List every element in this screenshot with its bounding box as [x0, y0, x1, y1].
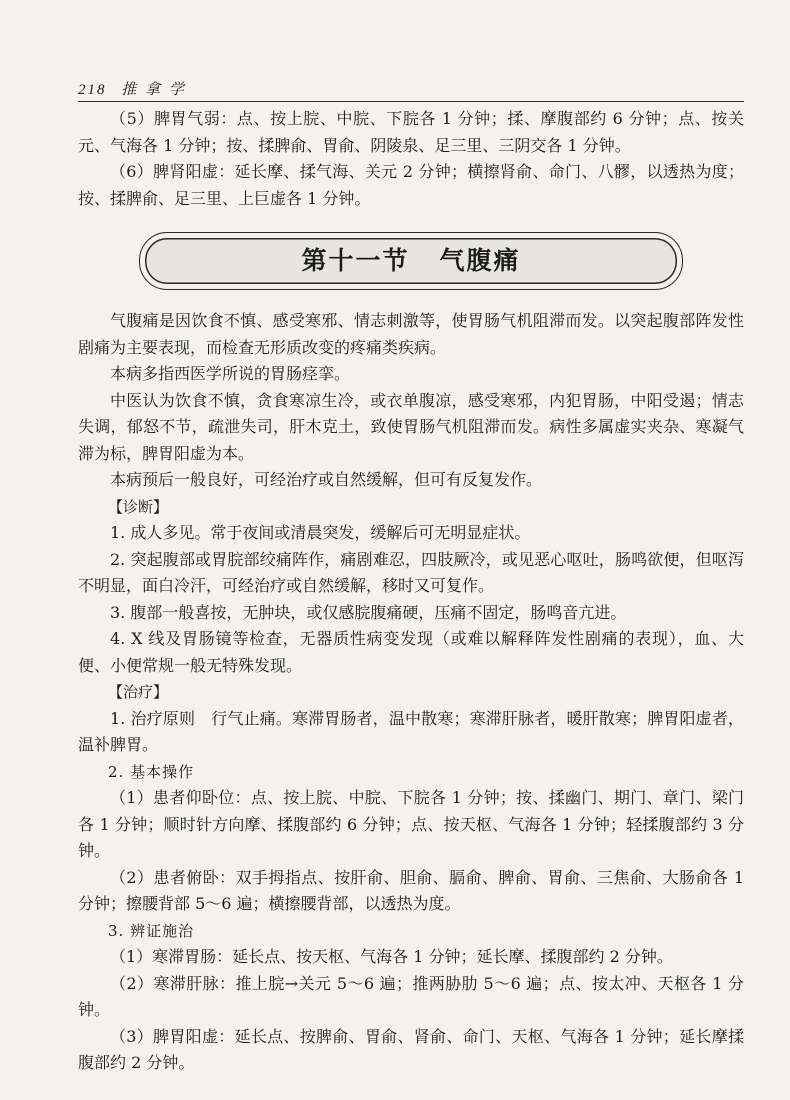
- principle-label: 1. 治疗原则: [110, 708, 196, 728]
- basic-operation-item: （2）患者俯卧：双手拇指点、按肝俞、胆俞、膈俞、脾俞、胃俞、三焦俞、大肠俞各 1 分钟；擦腰背部 5～6 遍；横擦腰背部，以透热为度。: [78, 867, 744, 913]
- diagnosis-item: 4. X 线及胃肠镜等检查，无器质性病变发现（或难以解释阵发性剧痛的表现），血、大便、小便常规一般无特殊发现。: [78, 629, 744, 675]
- section-number: 第十一节: [301, 245, 410, 275]
- paragraph-spleen-kidney-yang: （6）脾肾阳虚：延长摩、揉气海、关元 2 分钟；横擦肾俞、命门、八髎，以透热为度；按、揉脾俞、足三里、上巨虚各 1 分钟。: [78, 162, 744, 208]
- diagnosis-item: 1. 成人多见。常于夜间或清晨突发，缓解后可无明显症状。: [110, 523, 531, 542]
- diagnosis-item: 3. 腹部一般喜按，无肿块，或仅感脘腹痛硬，压痛不固定，肠鸣音亢进。: [110, 602, 627, 622]
- paragraph-spleen-stomach-weak: （5）脾胃气弱：点、按上脘、中脘、下脘各 1 分钟；揉、摩腹部约 6 分钟；点、按关元、气海各 1 分钟；按、揉脾俞、胃俞、阴陵泉、足三里、三阴交各 1 分钟。: [78, 109, 744, 155]
- intro-paragraph: 中医认为饮食不慎，贪食寒凉生冷，或衣单腹凉，感受寒邪，内犯胃肠，中阳受遏；情志失调，郁怒不节，疏泄失司，肝木克土，致使胃肠气机阻滞而发。病性多属虚实夹杂、寒凝气滞为标，脾胃阳虚为本。: [78, 390, 744, 463]
- diagnosis-item: 2. 突起腹部或胃脘部绞痛阵作，痛剧难忍，四肢厥冷，或见恶心呕吐，肠鸣欲便，但呕泻不明显，面白冷汗，可经治疗或自然缓解，移时又可复作。: [78, 549, 744, 595]
- section-name: 气腹痛: [439, 245, 521, 275]
- section-title-box: [139, 232, 683, 290]
- diagnosis-heading: 【诊断】: [108, 497, 169, 516]
- header-rule: [78, 101, 744, 102]
- running-head: [78, 78, 186, 99]
- treatment-principle: [78, 706, 744, 759]
- basic-operation-item: （1）患者仰卧位：点、按上脘、中脘、下脘各 1 分钟；按、揉幽门、期门、章门、梁门各 1 分钟；顺时针方向摩、揉腹部约 6 分钟；点、按天枢、气海各 1 分钟；轻揉腹部约 3 分钟。: [78, 788, 744, 860]
- syndrome-treatment-item: （1）寒滞胃肠：延长点、按天枢、气海各 1 分钟；延长摩、揉腹部约 2 分钟。: [110, 947, 673, 966]
- syndrome-treatment-item: （3）脾胃阳虚：延长点、按脾俞、胃俞、肾俞、命门、天枢、气海各 1 分钟；延长摩揉腹部约 2 分钟。: [78, 1026, 744, 1072]
- basic-operation-heading: 2. 基本操作: [108, 762, 195, 781]
- treatment-heading: 【治疗】: [108, 683, 169, 701]
- page-content: [78, 106, 744, 1077]
- syndrome-treatment-heading: 3. 辨证施治: [108, 921, 195, 940]
- section-title: [301, 245, 521, 275]
- intro-paragraph: 气腹痛是因饮食不慎、感受寒邪、情志刺激等，使胃肠气机阻滞而发。以突起腹部阵发性剧痛为主要表现，而检查无形质改变的疼痛类疾病。: [78, 311, 744, 357]
- syndrome-treatment-item: （2）寒滞肝脉：推上脘→关元 5～6 遍；推两胁肋 5～6 遍；点、按太冲、天枢各 1 分钟。: [78, 973, 744, 1019]
- page-number: 218: [78, 82, 107, 98]
- principle-text: 行气止痛。寒滞胃肠者，温中散寒；寒滞肝脉者，暖肝散寒；脾胃阳虚者，温补脾胃。: [78, 708, 744, 754]
- intro-paragraph: 本病多指西医学所说的胃肠痉挛。: [110, 364, 351, 383]
- intro-paragraph: 本病预后一般良好，可经治疗或自然缓解，但可有反复发作。: [110, 470, 543, 489]
- book-title: 推 拿 学: [121, 80, 186, 98]
